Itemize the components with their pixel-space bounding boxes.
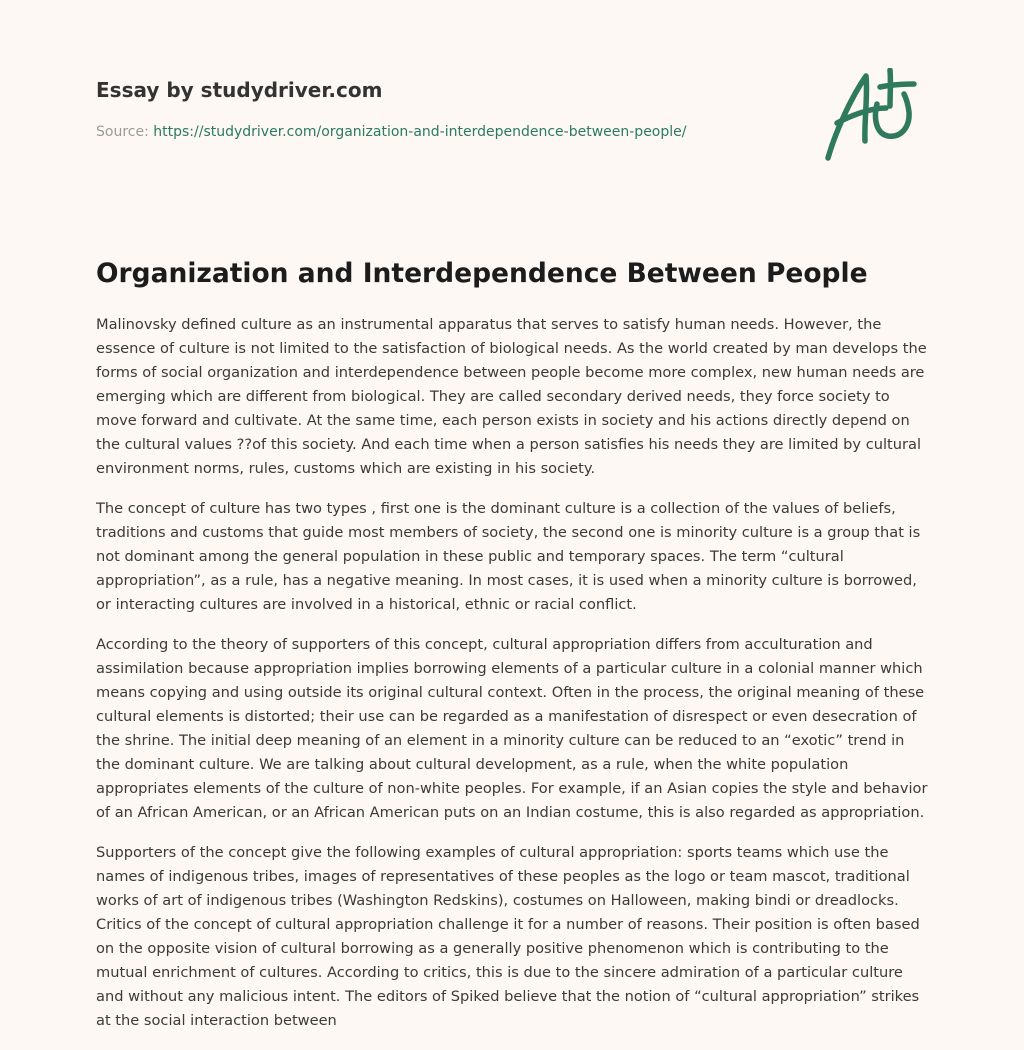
a-plus-logo-icon — [822, 68, 926, 164]
essay-article — [96, 252, 928, 1049]
essay-paragraph: Supporters of the concept give the following examples of cultural appropriation: sports teams which use the names of indigenous tribes, images of representatives of these peoples as the logo or team mascot, traditional works of art of indigenous tribes (Washington Redskins), costumes on Halloween, making bindi or dreadlocks. Critics of the concept of cultural appropriation challenge it for a number of reasons. Their position is often based on the opposite vision of cultural borrowing as a generally positive phenomenon which is contributing to the mutual enrichment of cultures. According to critics, this is due to the sincere admiration of a particular culture and without any malicious intent. The editors of Spiked believe that the notion of “cultural appropriation” strikes at the social interaction between — [96, 844, 920, 1029]
source-link[interactable]: https://studydriver.com/organization-and-interdependence-between-people/ — [153, 124, 687, 140]
source-label: Source: — [96, 124, 149, 140]
source-line — [96, 122, 796, 142]
site-title: Essay by studydriver.com — [96, 78, 383, 102]
essay-paragraph: The concept of culture has two types , first one is the dominant culture is a collection of the values of beliefs, traditions and customs that guide most members of society, the second one is minority culture is a group that is not dominant among the general population in these public and temporary spaces. The term “cultural appropriation”, as a rule, has a negative meaning. In most cases, it is used when a minority culture is borrowed, or interacting cultures are involved in a historical, ethnic or racial conflict. — [96, 500, 921, 613]
essay-title: Organization and Interdependence Between People — [96, 258, 868, 289]
page-header — [96, 74, 796, 142]
essay-paragraph: According to the theory of supporters of this concept, cultural appropriation differs from acculturation and assimilation because appropriation implies borrowing elements of a particular culture in a colonial manner which means copying and using outside its original cultural context. Often in the process, the original meaning of these cultural elements is distorted; their use can be regarded as a manifestation of disrespect or even desecration of the shrine. The initial deep meaning of an element in a minority culture can be reduced to an “exotic” trend in the dominant culture. We are talking about cultural development, as a rule, when the white population appropriates elements of the culture of non-white peoples. For example, if an Asian copies the style and behavior of an African American, or an African American puts on an Indian costume, this is also regarded as appropriation. — [96, 636, 928, 821]
a-plus-logo-svg — [822, 68, 926, 164]
essay-paragraph: Malinovsky defined culture as an instrumental apparatus that serves to satisfy human needs. However, the essence of culture is not limited to the satisfaction of biological needs. As the world created by man develops the forms of social organization and interdependence between people become more complex, new human needs are emerging which are different from biological. They are called secondary derived needs, they force society to move forward and cultivate. At the same time, each person exists in society and his actions directly depend on the cultural values ??of this society. And each time when a person satisfies his needs they are limited by cultural environment norms, rules, customs which are existing in his society. — [96, 316, 927, 477]
